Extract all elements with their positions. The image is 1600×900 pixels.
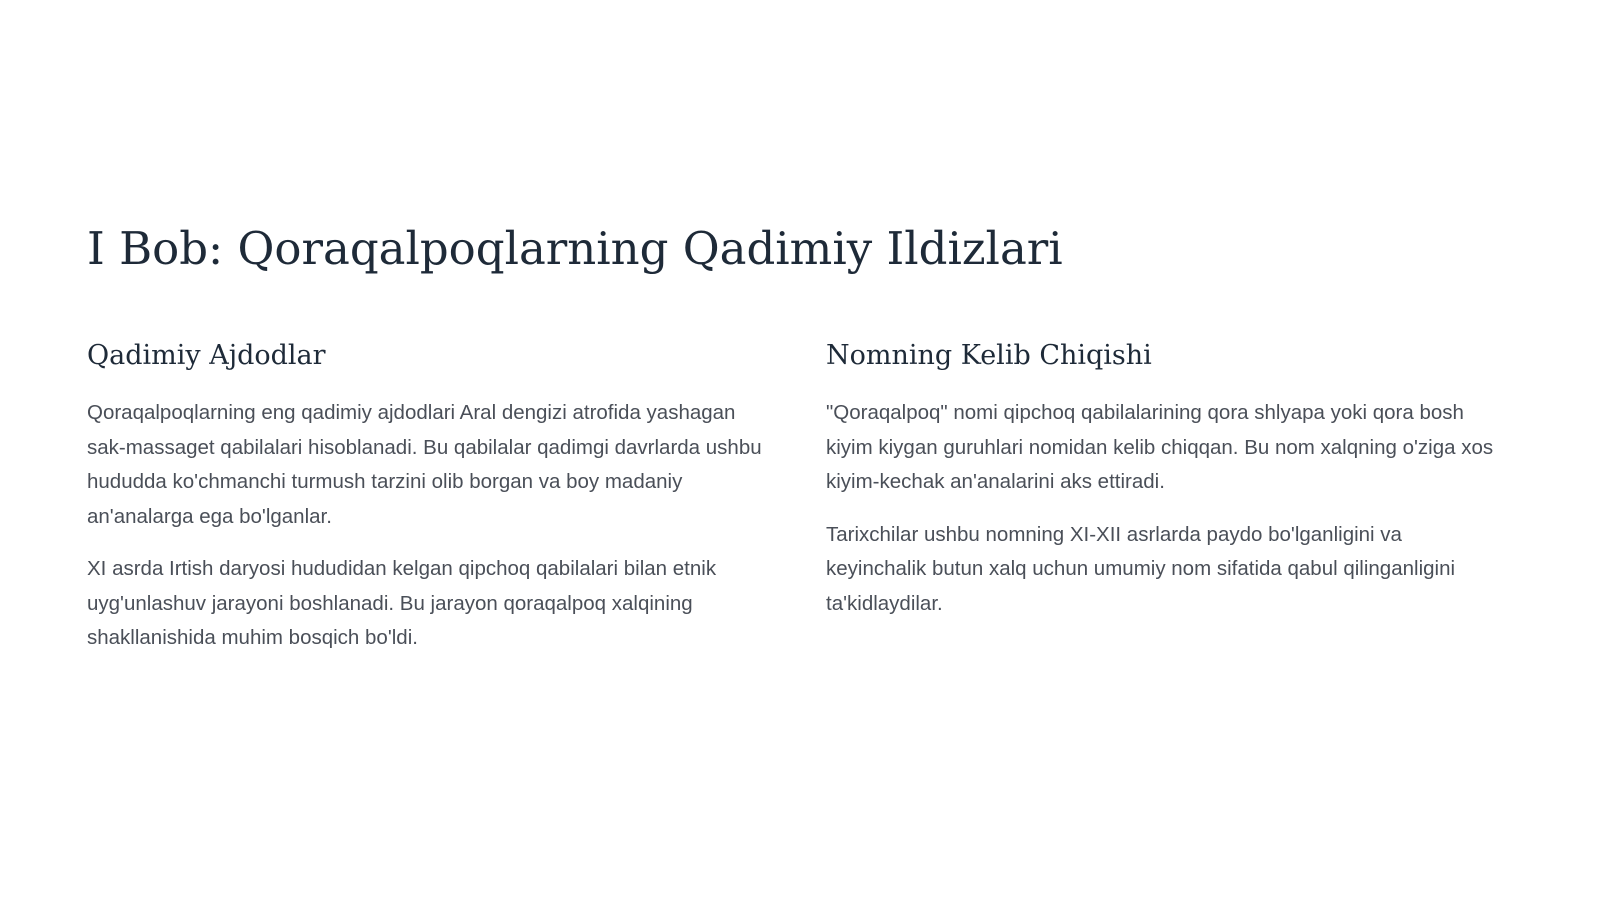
chapter-title: I Bob: Qoraqalpoqlarning Qadimiy Ildizlari xyxy=(87,222,1063,275)
section-paragraph: Tarixchilar ushbu nomning XI-XII asrlarda paydo bo'lganligini va keyinchalik butun xalq uchun umumiy nom sifatida qabul qilinganligini ta'kidlaydilar. xyxy=(826,522,1456,615)
section-heading: Nomning Kelib Chiqishi xyxy=(826,340,1152,371)
content-columns xyxy=(87,338,1507,674)
section-paragraph: "Qoraqalpoq" nomi qipchoq qabilalarining qora shlyapa yoki qora bosh kiyim kiygan guruhlari nomidan kelib chiqqan. Bu nom xalqning o'ziga xos kiyim-kechak an'analarini aks ettiradi. xyxy=(826,401,1494,494)
section-name-origin xyxy=(826,338,1507,674)
section-paragraph: XI asrda Irtish daryosi hududidan kelgan qipchoq qabilalari bilan etnik uyg'unlashuv jarayoni boshlanadi. Bu jarayon qoraqalpoq xalqining shakllanishida muhim bosqich bo'ldi. xyxy=(87,557,717,650)
section-heading: Qadimiy Ajdodlar xyxy=(87,340,326,371)
section-paragraph: Qoraqalpoqlarning eng qadimiy ajdodlari Aral dengizi atrofida yashagan sak-massaget qabilalari hisoblanadi. Bu qabilalar qadimgi davrlarda ushbu hududda ko'chmanchi turmush tarzini olib borgan va boy madaniy an'analarga ega bo'lganlar. xyxy=(87,401,762,528)
section-ancient-ancestors xyxy=(87,338,768,674)
